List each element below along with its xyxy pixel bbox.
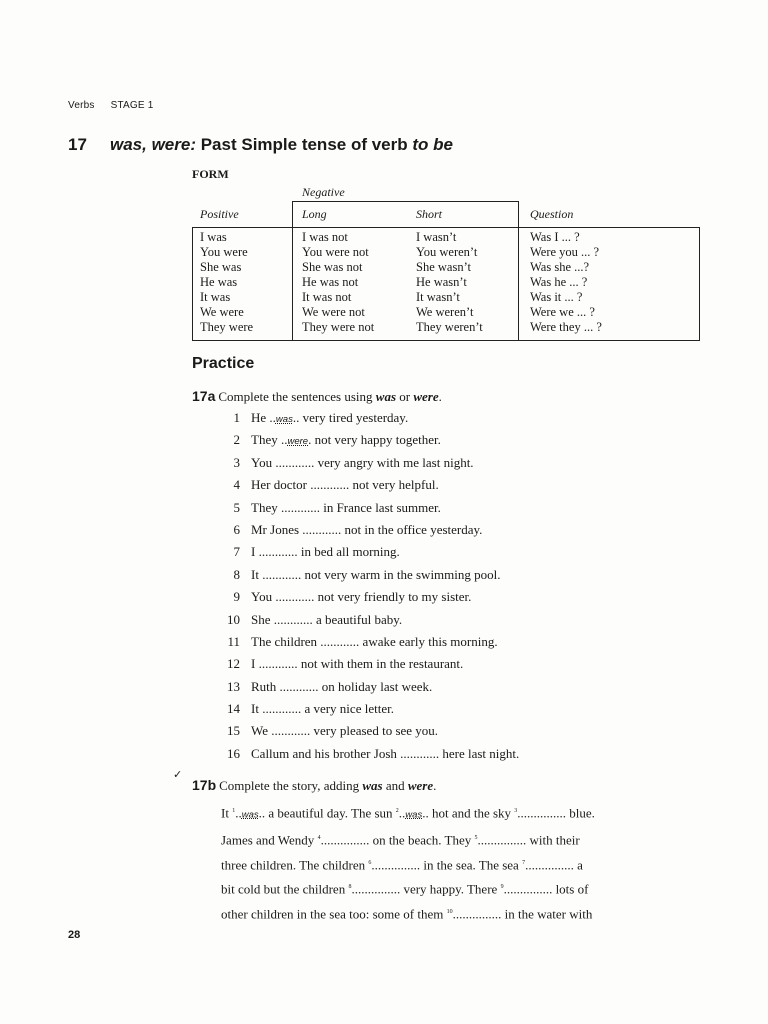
column-question xyxy=(530,230,602,335)
item-text-run: I ............ in bed all morning. xyxy=(251,544,400,560)
item-text-run: Callum and his brother Josh ............ here last night. xyxy=(251,745,520,761)
item-text xyxy=(251,679,432,701)
exercise-item xyxy=(210,522,570,544)
table-cell: Were they ... ? xyxy=(530,320,602,334)
exercise-item xyxy=(210,477,570,499)
table-cell: It wasn’t xyxy=(416,290,460,304)
header-question: Question xyxy=(530,207,574,221)
story-text-run: .. xyxy=(398,805,406,821)
table-cell: I was not xyxy=(302,230,348,244)
table-cell: Was she ...? xyxy=(530,260,590,274)
exercise-item xyxy=(210,701,570,723)
item-text xyxy=(251,746,519,768)
exercise-item xyxy=(210,432,570,454)
table-cell: It was xyxy=(200,290,231,304)
form-table xyxy=(192,183,700,341)
story-text-run: three children. The children xyxy=(221,856,369,872)
item-text xyxy=(251,723,438,745)
instruction-text: . xyxy=(438,389,442,404)
table-cell: She was xyxy=(200,260,242,274)
table-cell: You were xyxy=(200,245,248,259)
item-text-run: They ............ in France last summer. xyxy=(251,499,441,515)
exercise-item xyxy=(210,589,570,611)
keyword: were xyxy=(407,778,434,793)
table-cell: We were not xyxy=(302,305,365,319)
table-cell: I wasn’t xyxy=(416,230,457,244)
story-text-run: It xyxy=(221,805,233,821)
blank-number: 10 xyxy=(446,909,453,916)
item-number: 13 xyxy=(227,678,240,694)
item-text-run: Mr Jones ............ not in the office yesterday. xyxy=(251,521,483,537)
table-cell: They weren’t xyxy=(416,320,483,334)
story-line xyxy=(221,901,701,926)
item-number: 9 xyxy=(233,589,240,605)
story-text-run: ............... in the sea. The sea xyxy=(371,856,523,872)
title-italic-end: to be xyxy=(412,135,453,154)
exercise-item xyxy=(210,634,570,656)
exercise-17a-instruction xyxy=(192,388,442,405)
item-text-run: You ............ not very friendly to my sister. xyxy=(251,589,472,605)
item-number: 1 xyxy=(233,410,240,425)
table-cell: Were you ... ? xyxy=(530,245,600,259)
blank-number: 8 xyxy=(348,884,352,891)
header-short: Short xyxy=(416,207,443,221)
story-text xyxy=(221,800,701,926)
table-cell: Was he ... ? xyxy=(530,275,588,289)
blank-number: 7 xyxy=(522,859,526,866)
exercise-item xyxy=(210,544,570,566)
blank-number: 3 xyxy=(514,808,518,814)
item-text-run: It ............ a very nice letter. xyxy=(251,701,394,717)
title-main: Past Simple tense of verb xyxy=(196,135,413,154)
item-text-run: They .. xyxy=(251,432,288,448)
exercise-item xyxy=(210,679,570,701)
blank-number: 5 xyxy=(474,834,478,841)
tick-mark: ✓ xyxy=(173,769,183,781)
handwritten-answer: was xyxy=(405,809,423,821)
item-text xyxy=(251,634,498,656)
item-number: 4 xyxy=(233,477,240,493)
table-cell: You weren’t xyxy=(416,245,478,259)
story-text-run: ............... lots of xyxy=(503,881,589,897)
item-number: 7 xyxy=(233,544,240,560)
keyword: were xyxy=(413,389,439,404)
story-line xyxy=(221,800,701,827)
handwritten-answer: was xyxy=(275,414,293,425)
header-positive: Positive xyxy=(200,207,239,221)
instruction-text: . xyxy=(433,778,437,793)
item-text-run: Her doctor ............ not very helpful. xyxy=(251,477,439,493)
table-cell: You were not xyxy=(302,245,369,259)
keyword: was xyxy=(362,778,383,793)
item-number: 15 xyxy=(227,723,240,739)
exercise-17a-list xyxy=(210,410,570,768)
exercise-item xyxy=(210,612,570,634)
item-number: 16 xyxy=(227,745,240,761)
header-section: Verbs xyxy=(68,100,95,111)
story-text-run: .. hot and the sky xyxy=(422,805,515,821)
item-text xyxy=(251,567,501,589)
table-cell: She was not xyxy=(302,260,363,274)
table-cell: They were not xyxy=(302,320,375,334)
story-text-run: James and Wendy xyxy=(221,832,318,848)
item-text-run: It ............ not very warm in the swimming pool. xyxy=(251,566,501,582)
exercise-item xyxy=(210,567,570,589)
blank-number: 4 xyxy=(317,834,321,841)
item-text xyxy=(251,432,441,454)
table-cell: Was it ... ? xyxy=(530,290,583,304)
item-text xyxy=(251,612,402,634)
table-cell: She wasn’t xyxy=(416,260,471,274)
story-text-run: ............... in the water with xyxy=(452,906,593,922)
story-text-run: ............... a xyxy=(525,856,583,872)
table-cell: We were xyxy=(200,305,244,319)
title-italic: was, were: xyxy=(110,135,196,154)
exercise-item xyxy=(210,723,570,745)
item-text xyxy=(251,656,463,678)
blank-number: 6 xyxy=(368,859,372,866)
exercise-code: 17b xyxy=(192,777,217,793)
item-text xyxy=(251,410,408,432)
column-long xyxy=(302,230,374,335)
table-cell: Was I ... ? xyxy=(530,230,580,244)
instruction-text: or xyxy=(396,389,414,404)
unit-number: 17 xyxy=(68,135,87,154)
header-long: Long xyxy=(302,207,327,221)
practice-heading: Practice xyxy=(192,355,255,372)
exercise-17b-instruction xyxy=(192,777,436,794)
item-number: 3 xyxy=(233,454,240,470)
exercise-item xyxy=(210,746,570,768)
item-text-run: . not very happy together. xyxy=(308,432,441,448)
table-cell: We weren’t xyxy=(416,305,474,319)
exercise-item xyxy=(210,410,570,432)
story-text-run: .. xyxy=(235,805,242,821)
blank-number: 1 xyxy=(232,808,236,814)
item-number: 5 xyxy=(233,499,240,515)
exercise-item xyxy=(210,455,570,477)
table-cell: They were xyxy=(200,320,254,334)
item-text xyxy=(251,500,441,522)
item-text xyxy=(251,477,439,499)
form-label: FORM xyxy=(192,167,229,181)
exercise-code: 17a xyxy=(192,388,216,404)
item-text xyxy=(251,544,400,566)
item-text-run: I ............ not with them in the restaurant. xyxy=(251,656,464,672)
item-text-run: The children ............ awake early this morning. xyxy=(251,633,498,649)
column-short xyxy=(416,230,483,335)
page-number: 28 xyxy=(68,929,81,941)
story-line xyxy=(221,876,701,901)
item-number: 14 xyxy=(227,701,240,717)
negative-label: Negative xyxy=(302,185,345,199)
instruction-text: Complete the sentences using xyxy=(218,389,376,404)
table-cell: He was not xyxy=(302,275,359,289)
blank-number: 9 xyxy=(500,884,504,891)
exercise-item xyxy=(210,500,570,522)
instruction-text: Complete the story, adding xyxy=(219,778,363,793)
table-cell: Were we ... ? xyxy=(530,305,595,319)
story-text-run: ............... blue. xyxy=(517,805,595,821)
table-cell: He wasn’t xyxy=(416,275,467,289)
item-text-run: She ............ a beautiful baby. xyxy=(251,611,403,627)
item-text-run: He .. xyxy=(251,410,276,425)
item-number: 8 xyxy=(233,566,240,582)
item-text xyxy=(251,455,474,477)
running-header xyxy=(68,100,153,111)
item-text xyxy=(251,589,471,611)
story-text-run: ............... very happy. There xyxy=(351,881,501,897)
item-number: 6 xyxy=(233,521,240,537)
story-text-run: other children in the sea too: some of them xyxy=(221,906,447,922)
column-positive xyxy=(200,230,253,335)
item-number: 10 xyxy=(227,611,240,627)
keyword: was xyxy=(375,389,397,404)
story-text-run: ............... with their xyxy=(477,832,580,848)
story-text-run: bit cold but the children xyxy=(221,881,349,897)
table-cell: I was xyxy=(200,230,227,244)
story-line xyxy=(221,827,701,852)
item-text xyxy=(251,701,394,723)
table-cell: He was xyxy=(200,275,238,289)
header-stage: STAGE 1 xyxy=(110,100,154,111)
blank-number: 2 xyxy=(395,808,399,814)
item-number: 12 xyxy=(227,656,240,672)
exercise-item xyxy=(210,656,570,678)
story-text-run: ............... on the beach. They xyxy=(320,832,475,848)
story-text-run: .. a beautiful day. The sun xyxy=(258,805,396,821)
table-cell: It was not xyxy=(302,290,352,304)
item-text-run: You ............ very angry with me last night. xyxy=(251,454,474,470)
item-text xyxy=(251,522,482,544)
item-text-run: .. very tired yesterday. xyxy=(292,410,409,425)
item-text-run: We ............ very pleased to see you. xyxy=(251,723,439,739)
handwritten-answer: were xyxy=(287,436,309,448)
story-line xyxy=(221,852,701,877)
item-text-run: Ruth ............ on holiday last week. xyxy=(251,678,433,694)
page-title xyxy=(68,135,453,155)
item-number: 2 xyxy=(233,432,240,448)
item-number: 11 xyxy=(227,633,240,649)
instruction-text: and xyxy=(382,778,408,793)
handwritten-answer: was xyxy=(241,809,259,821)
